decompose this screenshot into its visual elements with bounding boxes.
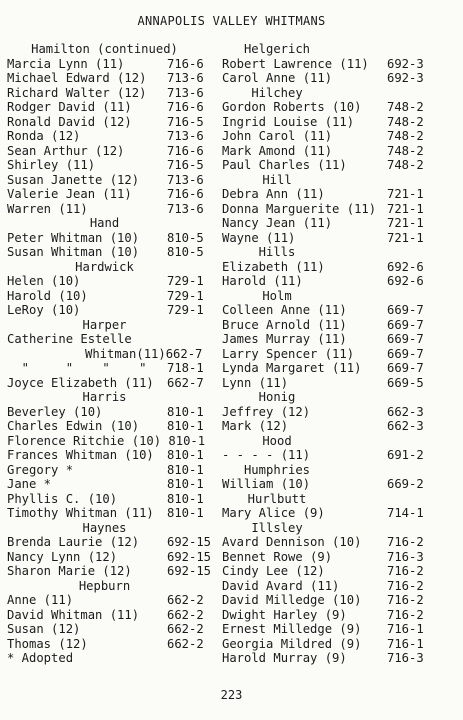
surname-heading-text: Hood [262, 433, 292, 448]
page-number: 223 [220, 688, 243, 702]
index-entry [7, 158, 215, 173]
entry-reference-number: 716-3 [387, 549, 424, 564]
entry-reference-number: 669-2 [387, 477, 424, 491]
entry-reference-number: 810-5 [167, 245, 204, 259]
index-entry [222, 579, 458, 594]
entry-name: Helen (10) [7, 274, 81, 288]
entry-name: Catherine Estelle [7, 332, 132, 346]
index-entry [7, 608, 215, 623]
entry-reference-number: 713-6 [167, 172, 204, 187]
entry-name: Avard Dennison (10) [222, 535, 362, 549]
index-entry [7, 173, 215, 188]
surname-heading-text: Humphries [243, 462, 311, 477]
entry-reference-number: 714-1 [387, 506, 424, 520]
entry-name: Jane * [7, 477, 52, 491]
entry-reference-number: 748-2 [387, 114, 424, 129]
surname-heading-text: Hills [258, 245, 296, 259]
index-entry [222, 274, 458, 289]
index-entry [7, 506, 215, 521]
index-entry [222, 318, 458, 333]
entry-name: Elizabeth (11) [222, 259, 325, 274]
index-entry [222, 260, 458, 275]
index-entry [222, 448, 458, 463]
entry-reference-number: 716-1 [387, 622, 424, 636]
entry-reference-number: 716-6 [167, 56, 204, 71]
entry-name: Donna Marguerite (11) [222, 201, 377, 216]
index-entry [222, 419, 458, 434]
entry-name: Florence Ritchie (10) 810-1 [7, 433, 206, 448]
entry-reference-number: 810-1 [167, 491, 204, 506]
index-entry [222, 332, 458, 347]
surname-heading-text: Hardwick [75, 259, 134, 274]
index-entry [222, 216, 458, 231]
entry-name: Rodger David (11) [7, 100, 132, 114]
entry-name: David Whitman (11) [7, 607, 140, 622]
entry-name: James Murray (11) [222, 332, 347, 346]
index-entry [7, 405, 215, 420]
index-entry [222, 535, 458, 550]
entry-name: Nancy Lynn (12) [7, 549, 118, 564]
index-entry [7, 593, 215, 608]
index-entry [222, 477, 458, 492]
entry-name: Harold Murray (9) [222, 651, 347, 665]
entry-reference-number: 721-1 [387, 187, 424, 201]
left-column [7, 42, 215, 666]
entry-name: Lynn (11) [222, 375, 289, 390]
entry-name: Joyce Elizabeth (11) [7, 375, 154, 390]
surname-heading-text: Hepburn [78, 578, 131, 593]
entry-reference-number: 716-5 [167, 114, 204, 129]
entry-name: Ronald David (12) [7, 114, 132, 129]
entry-name: Beverley (10) [7, 404, 103, 419]
entry-name: Warren (11) [7, 201, 88, 216]
index-entry [7, 492, 215, 507]
index-entry [7, 361, 215, 376]
surname-heading [7, 390, 215, 405]
entry-name: Phyllis C. (10) [7, 491, 118, 506]
entry-name: Charles Edwin (10) [7, 419, 140, 433]
index-entry [222, 303, 458, 318]
index-entry [7, 86, 215, 101]
entry-reference-number: 662-2 [167, 593, 204, 607]
index-entry [222, 550, 458, 565]
index-entry [222, 608, 458, 623]
entry-name: Peter Whitman (10) [7, 230, 140, 245]
surname-heading [7, 42, 215, 57]
index-entry [7, 115, 215, 130]
entry-reference-number: 810-1 [167, 477, 204, 491]
entry-name: Susan Janette (12) [7, 172, 140, 187]
entry-name: Robert Lawrence (11) [222, 56, 369, 71]
index-entry [222, 202, 458, 217]
surname-heading-text: Hamilton (continued) [31, 42, 178, 56]
index-entry [7, 144, 215, 159]
entry-reference-number: 716-6 [167, 143, 204, 158]
index-entry [222, 347, 458, 362]
index-entry [222, 187, 458, 202]
surname-heading-text: Haynes [82, 520, 127, 535]
entry-reference-number: 716-2 [387, 607, 424, 622]
index-entry [222, 129, 458, 144]
entry-name: Gordon Roberts (10) [222, 100, 362, 114]
index-entry [7, 347, 215, 362]
entry-name: - - - - (11) [222, 448, 311, 462]
index-entry [7, 202, 215, 217]
entry-name: Paul Charles (11) [222, 158, 347, 172]
entry-reference-number: 669-7 [387, 346, 424, 361]
index-entry [7, 187, 215, 202]
surname-heading-text: Helgerich [243, 42, 311, 56]
entry-reference-number: 748-2 [387, 100, 424, 114]
entry-name: Mark Amond (11) [222, 143, 333, 158]
entry-reference-number: 713-6 [167, 71, 204, 85]
entry-reference-number: 692-6 [387, 259, 424, 274]
entry-name: Mark (12) [222, 419, 289, 433]
entry-name: Susan (12) [7, 622, 81, 636]
entry-reference-number: 810-1 [167, 404, 204, 419]
entry-reference-number: 748-2 [387, 143, 424, 158]
index-entry [7, 637, 215, 652]
index-entry [7, 448, 215, 463]
entry-reference-number: 669-7 [387, 361, 424, 375]
index-entry [7, 57, 215, 72]
index-entry [222, 376, 458, 391]
index-entry [7, 434, 215, 449]
index-entry [222, 405, 458, 420]
entry-reference-number: 810-1 [167, 462, 204, 477]
index-entry [7, 550, 215, 565]
surname-heading [222, 492, 458, 507]
entry-reference-number: 810-5 [167, 230, 204, 245]
surname-heading-text: Illsley [251, 520, 303, 535]
entry-name: Shirley (11) [7, 158, 96, 172]
entry-name: Marcia Lynn (11) [7, 56, 125, 71]
entry-reference-number: 692-6 [387, 274, 424, 288]
entry-reference-number: 692-3 [387, 71, 424, 85]
entry-name: Bennet Rowe (9) [222, 549, 333, 564]
index-entry [7, 71, 215, 86]
surname-heading-text: Hill [262, 172, 292, 187]
entry-reference-number: 810-1 [167, 419, 204, 433]
surname-heading [222, 289, 458, 304]
entry-reference-number: 729-1 [167, 288, 204, 303]
entry-reference-number: 662-2 [167, 622, 204, 636]
entry-reference-number: 716-6 [167, 187, 204, 201]
surname-heading [7, 260, 215, 275]
surname-heading-text: Honig [258, 390, 296, 404]
index-entry [222, 361, 458, 376]
entry-name: Georgia Mildred (9) [222, 636, 362, 651]
entry-name: " " " " [7, 361, 147, 375]
entry-reference-number: 716-2 [387, 564, 424, 578]
entry-name: Lynda Margaret (11) [222, 361, 362, 375]
entry-reference-number: 669-7 [387, 303, 424, 317]
entry-name: Anne (11) [7, 593, 74, 607]
entry-reference-number: 669-7 [387, 332, 424, 346]
surname-heading-text: Hand [89, 216, 120, 230]
index-entry [7, 100, 215, 115]
index-entry [222, 71, 458, 86]
surname-heading [222, 521, 458, 536]
entry-reference-number: 716-2 [387, 535, 424, 549]
entry-name: * Adopted [7, 651, 74, 665]
entry-reference-number: 810-1 [167, 506, 204, 520]
entry-name: Sean Arthur (12) [7, 143, 125, 158]
entry-name: Richard Walter (12) [7, 85, 147, 100]
index-entry [7, 535, 215, 550]
entry-name: Timothy Whitman (11) [7, 506, 154, 520]
entry-name: Susan Whitman (10) [7, 245, 140, 259]
entry-reference-number: 713-6 [167, 201, 204, 216]
entry-reference-number: 718-1 [167, 361, 204, 375]
entry-reference-number: 721-1 [387, 230, 424, 245]
entry-name: Bruce Arnold (11) [222, 317, 347, 332]
entry-name: Harold (10) [7, 288, 88, 303]
entry-name: LeRoy (10) [7, 303, 81, 317]
surname-heading [222, 173, 458, 188]
entry-name: Sharon Marie (12) [7, 564, 132, 578]
index-entry [7, 564, 215, 579]
index-entry [222, 564, 458, 579]
entry-name: Frances Whitman (10) [7, 448, 154, 462]
surname-heading-text: Harris [82, 390, 127, 404]
index-entry [7, 419, 215, 434]
entry-reference-number: 721-1 [387, 216, 424, 230]
surname-heading [222, 42, 458, 57]
right-column [222, 42, 458, 666]
surname-heading [222, 86, 458, 101]
entry-name: Valerie Jean (11) [7, 187, 132, 201]
surname-heading [222, 245, 458, 260]
entry-name: Michael Edward (12) [7, 71, 147, 85]
entry-name: Gregory * [7, 462, 74, 477]
entry-name: David Avard (11) [222, 578, 340, 593]
entry-name: John Carol (11) [222, 129, 333, 143]
entry-name: David Milledge (10) [222, 593, 362, 607]
surname-heading-text: Hilchey [251, 85, 303, 100]
entry-reference-number: 691-2 [387, 448, 424, 462]
index-entry [222, 115, 458, 130]
index-entry [222, 231, 458, 246]
entry-name: Debra Ann (11) [222, 187, 325, 201]
entry-name: Ronda (12) [7, 129, 81, 143]
entry-reference-number: 692-3 [387, 56, 424, 71]
surname-heading [222, 463, 458, 478]
surname-heading [7, 579, 215, 594]
entry-reference-number: 716-2 [387, 578, 424, 593]
entry-name: Nancy Jean (11) [222, 216, 333, 230]
surname-heading-text: Hurlbutt [247, 491, 307, 506]
entry-name: Wayne (11) [222, 230, 296, 245]
index-entry [222, 57, 458, 72]
entry-name: Brenda Laurie (12) [7, 535, 140, 549]
index-entry [7, 289, 215, 304]
surname-heading [7, 318, 215, 333]
entry-name: Mary Alice (9) [222, 506, 325, 520]
index-entry [7, 231, 215, 246]
entry-reference-number: 716-2 [387, 593, 424, 607]
entry-name: Dwight Harley (9) [222, 607, 347, 622]
entry-reference-number: 692-15 [167, 549, 212, 564]
entry-reference-number: 669-7 [387, 317, 424, 332]
entry-reference-number: 716-3 [387, 651, 424, 665]
surname-heading [7, 216, 215, 231]
index-entry [7, 622, 215, 637]
entry-reference-number: 729-1 [167, 274, 204, 288]
entry-reference-number: 716-6 [167, 100, 204, 114]
entry-reference-number: 713-6 [167, 85, 204, 100]
entry-reference-number: 692-15 [167, 535, 212, 549]
entry-name: Thomas (12) [7, 636, 88, 651]
index-entry [7, 463, 215, 478]
entry-name: Jeffrey (12) [222, 404, 311, 419]
index-entry [7, 274, 215, 289]
surname-heading [222, 434, 458, 449]
entry-reference-number: 669-5 [387, 375, 424, 390]
entry-reference-number: 716-5 [167, 158, 204, 172]
index-entry [222, 144, 458, 159]
index-entry [7, 332, 215, 347]
entry-reference-number: 662-2 [167, 636, 204, 651]
index-entry [222, 158, 458, 173]
entry-reference-number: 748-2 [387, 129, 424, 143]
entry-name: Ernest Milledge (9) [222, 622, 362, 636]
surname-heading-text: Harper [82, 317, 127, 332]
index-entry [7, 303, 215, 318]
index-entry [7, 477, 215, 492]
surname-heading [222, 390, 458, 405]
entry-name: Carol Anne (11) [222, 71, 333, 85]
entry-name: Whitman(11)662-7 [85, 346, 203, 361]
entry-reference-number: 810-1 [167, 448, 204, 462]
entry-name: William (10) [222, 477, 311, 491]
index-entry [7, 376, 215, 391]
entry-reference-number: 662-7 [167, 375, 204, 390]
entry-reference-number: 692-15 [167, 564, 212, 578]
entry-name: Ingrid Louise (11) [222, 114, 355, 129]
index-entry [222, 100, 458, 115]
footnote [7, 651, 215, 666]
page-title: ANNAPOLIS VALLEY WHITMANS [137, 14, 326, 28]
index-entry [7, 129, 215, 144]
entry-reference-number: 716-1 [387, 636, 424, 651]
surname-heading [7, 521, 215, 536]
entry-reference-number: 662-3 [387, 404, 424, 419]
entry-reference-number: 721-1 [387, 201, 424, 216]
index-entry [222, 506, 458, 521]
entry-name: Colleen Anne (11) [222, 303, 347, 317]
entry-reference-number: 748-2 [387, 158, 424, 172]
entry-reference-number: 662-3 [387, 419, 424, 433]
index-entry [222, 637, 458, 652]
index-entry [222, 651, 458, 666]
entry-reference-number: 662-2 [167, 607, 204, 622]
index-entry [7, 245, 215, 260]
entry-name: Larry Spencer (11) [222, 346, 355, 361]
entry-name: Harold (11) [222, 274, 303, 288]
index-entry [222, 622, 458, 637]
entry-reference-number: 713-6 [167, 129, 204, 143]
entry-name: Cindy Lee (12) [222, 564, 325, 578]
entry-reference-number: 729-1 [167, 303, 204, 317]
index-entry [222, 593, 458, 608]
surname-heading-text: Holm [262, 288, 292, 303]
